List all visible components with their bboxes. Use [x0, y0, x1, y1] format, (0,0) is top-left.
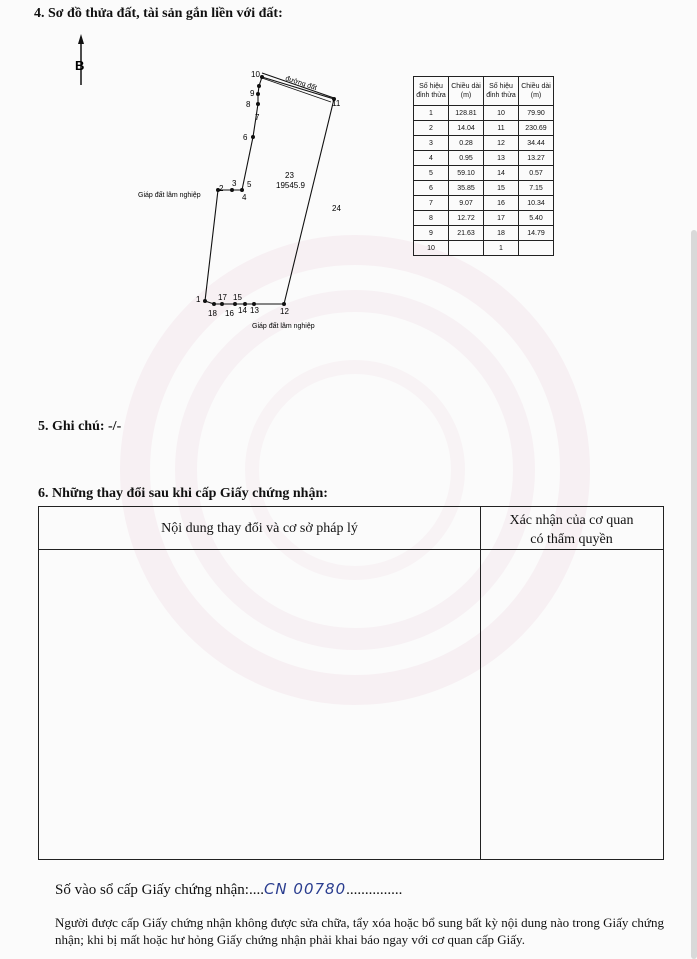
vertex-label: 16: [225, 309, 234, 318]
table-cell: 34.44: [519, 136, 554, 151]
table-row: [414, 196, 554, 211]
table-cell: 11: [484, 121, 519, 136]
section-6-title: 6. Những thay đổi sau khi cấp Giấy chứng nhận:: [38, 486, 328, 501]
table-cell: 10: [484, 106, 519, 121]
table-cell: 21.63: [449, 226, 484, 241]
section-4-title: 4. Sơ đồ thửa đất, tài sản gắn liền với đất:: [34, 6, 283, 21]
authority-header-line2: có thẩm quyền: [530, 532, 613, 547]
road-label: đường đất: [284, 75, 318, 92]
table-cell: 128.81: [449, 106, 484, 121]
table-cell: 1: [484, 241, 519, 256]
table-cell: 5: [414, 166, 449, 181]
section-5-title: 5. Ghi chú: -/-: [38, 419, 122, 434]
parcel-map: [0, 0, 697, 400]
table-cell: 9.07: [449, 196, 484, 211]
legal-note: Người được cấp Giấy chứng nhận không được sửa chữa, tẩy xóa hoặc bổ sung bất kỳ nội dung nào trong Giấy chứng nhận; khi bị mất hoặc hư hỏng Giấy chứng nhận phải khai báo ngay với cơ quan cấp Giấy.: [55, 915, 664, 947]
table-header: Số hiệu đỉnh thửa: [484, 77, 519, 106]
vertex-label: 10: [251, 70, 260, 79]
table-cell: 7: [414, 196, 449, 211]
table-cell: 14.79: [519, 226, 554, 241]
registry-number: CN 00780: [263, 880, 347, 898]
table-cell: 18: [484, 226, 519, 241]
table-header: Chiều dài (m): [519, 77, 554, 106]
table-cell: 0.95: [449, 151, 484, 166]
vertex-label: 13: [250, 306, 259, 315]
table-row: [414, 121, 554, 136]
vertex-label: 17: [218, 293, 227, 302]
changes-table: [38, 506, 664, 860]
vertex-label: 2: [219, 184, 224, 193]
vertex-label: 11: [332, 99, 341, 108]
changes-authority-header: [480, 511, 663, 549]
changes-column-content: [39, 507, 481, 859]
vertex-label: 9: [250, 89, 255, 98]
table-cell: 4: [414, 151, 449, 166]
table-cell: 13: [484, 151, 519, 166]
authority-header-line1: Xác nhận của cơ quan: [509, 513, 634, 528]
table-row: [414, 106, 554, 121]
table-row: [414, 166, 554, 181]
border-bottom-label: Giáp đất lâm nghiệp: [252, 323, 315, 330]
table-cell: 79.90: [519, 106, 554, 121]
table-cell: 6: [414, 181, 449, 196]
table-row: [414, 181, 554, 196]
table-row: [414, 241, 554, 256]
border-left-label: Giáp đất lâm nghiệp: [138, 192, 201, 199]
table-cell: 15: [484, 181, 519, 196]
north-label: B: [75, 58, 85, 73]
changes-content-header: Nội dung thay đổi và cơ sở pháp lý: [161, 521, 358, 536]
table-cell: [519, 241, 554, 256]
table-cell: 2: [414, 121, 449, 136]
vertex-label: 18: [208, 309, 217, 318]
scrollbar[interactable]: [691, 230, 697, 959]
table-cell: 9: [414, 226, 449, 241]
table-cell: 12.72: [449, 211, 484, 226]
table-cell: 7.15: [519, 181, 554, 196]
table-cell: 17: [484, 211, 519, 226]
table-cell: 10.34: [519, 196, 554, 211]
parcel-area: 19545.9: [276, 181, 305, 190]
vertex-label: 15: [233, 293, 242, 302]
table-header: Số hiệu đỉnh thửa: [414, 77, 449, 106]
vertex-label: 8: [246, 100, 251, 109]
vertex-label: 6: [243, 133, 248, 142]
adjacent-parcel: 24: [332, 204, 341, 213]
table-header: Chiều dài (m): [449, 77, 484, 106]
vertex-label: 5: [247, 180, 252, 189]
table-cell: 5.40: [519, 211, 554, 226]
table-cell: 14: [484, 166, 519, 181]
table-cell: 13.27: [519, 151, 554, 166]
vertex-label: 3: [232, 179, 237, 188]
table-cell: 59.10: [449, 166, 484, 181]
table-cell: 0.57: [519, 166, 554, 181]
vertex-length-table: [413, 76, 554, 256]
table-cell: 8: [414, 211, 449, 226]
registry-line: Số vào sổ cấp Giấy chứng nhận:....CN 00780...............: [55, 880, 403, 898]
parcel-number: 23: [285, 171, 294, 180]
registry-label: Số vào sổ cấp Giấy chứng nhận:: [55, 882, 249, 898]
table-cell: 10: [414, 241, 449, 256]
vertex-label: 12: [280, 307, 289, 316]
table-row: [414, 151, 554, 166]
vertex-label: 4: [242, 193, 247, 202]
table-cell: 16: [484, 196, 519, 211]
table-cell: 14.04: [449, 121, 484, 136]
table-row: [414, 136, 554, 151]
table-cell: 3: [414, 136, 449, 151]
table-cell: 35.85: [449, 181, 484, 196]
table-body: [414, 106, 554, 256]
table-cell: 0.28: [449, 136, 484, 151]
vertex-label: 7: [255, 113, 260, 122]
table-cell: 230.69: [519, 121, 554, 136]
parcel-boundary: [205, 77, 334, 304]
table-row: [414, 226, 554, 241]
vertex-label: 14: [238, 306, 247, 315]
table-cell: 12: [484, 136, 519, 151]
table-cell: [449, 241, 484, 256]
table-row: [414, 211, 554, 226]
table-cell: 1: [414, 106, 449, 121]
vertex-label: 1: [196, 295, 201, 304]
